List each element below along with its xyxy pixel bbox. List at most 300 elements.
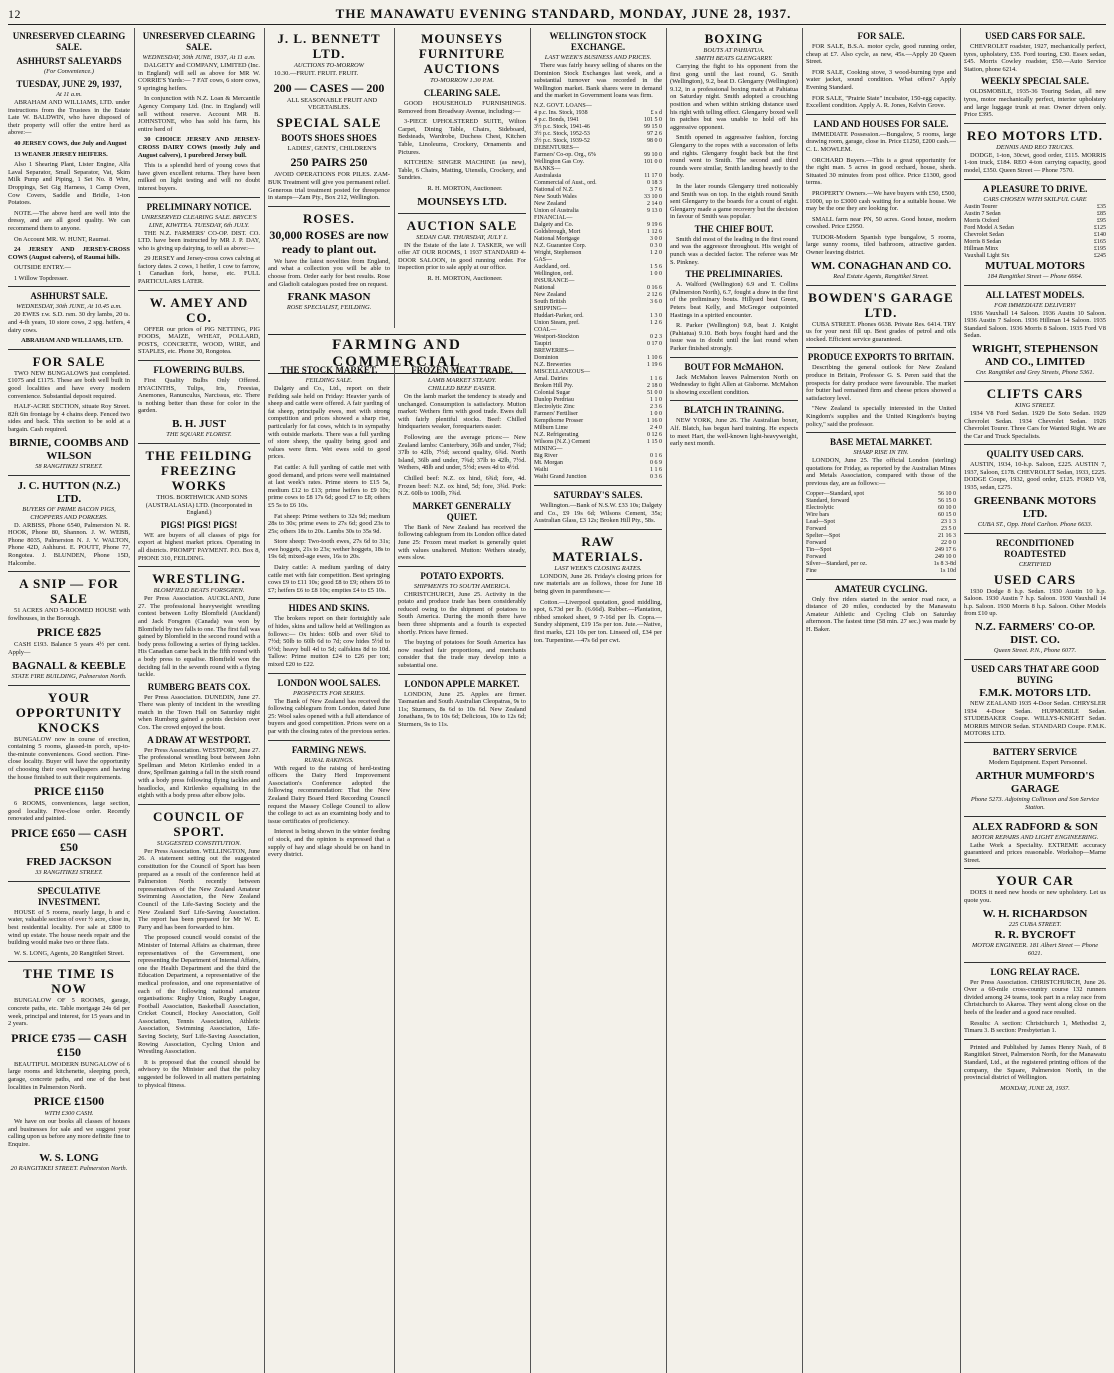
column-3-top — [268, 28, 390, 328]
paragraph: HALF-ACRE SECTION, situate Roy Street. 82ft 6in frontage by 4 chains deep. Fenced two sides and back. This section to be sold at a bargain. Cash required. — [8, 403, 130, 433]
heading: SPECIAL SALE — [276, 114, 382, 130]
heading: LONDON WOOL SALES. — [277, 677, 381, 688]
row-label: Waihi Grand Junction — [534, 473, 587, 480]
share-row — [534, 166, 662, 173]
heading: AUCTION SALE — [406, 217, 518, 233]
row-label: INSURANCE— — [534, 277, 575, 284]
metal-row — [806, 519, 956, 526]
share-row — [534, 110, 662, 117]
column-rule — [394, 362, 395, 1373]
row-value: 101 5 0 — [644, 116, 662, 123]
heading: USED CARS FOR SALE. — [984, 31, 1086, 41]
row-value: 9 13 0 — [647, 207, 662, 214]
row-label: Lead—Spot — [806, 518, 835, 525]
row-value: 1 12 6 — [647, 228, 662, 235]
heading: J. L. BENNETT LTD. — [277, 31, 381, 61]
paragraph: 24 JERSEY AND JERSEY-CROSS COWS (August calvers), of Raumai hills. — [8, 246, 130, 261]
row-value: 249 10 0 — [935, 553, 956, 560]
paragraph: 1934 V8 Ford Sedan. 1929 De Soto Sedan. 1929 Chevrolet Sedan. 1934 Chevrolet Sedan. 1926 Chevrolet Tourer. Three Cars for Wanted Right. We are the Car and Truck Specialists. — [964, 409, 1106, 440]
paragraph: TUDOR-Modern Spanish type bungalow, 5 rooms, large sunny rooms, tiled bathroom, attractive garden. Owner leaving district. — [806, 233, 956, 257]
page-number: 12 — [8, 7, 21, 21]
share-row — [534, 341, 662, 348]
paragraph: A. Walford (Wellington) 6.9 and T. Collins (Palmerston North), 6.7, fought a draw in the first of the preliminary bouts. Hillyard beat Green, Peters beat Kelly, and McGregor outpointed Hastings in a spirited encounter. — [670, 281, 798, 319]
heading: TUESDAY, JUNE 29, 1937, — [16, 79, 122, 89]
row-value: 0 16 6 — [647, 284, 662, 291]
paragraph: ALL SEASONABLE FRUIT AND VEGETABLES. — [286, 96, 378, 112]
paragraph: OFFER our prices of PIG NETTING, PIG FOODS, MAIZE, WHEAT, POLLARD, POSTS, CONCRETE, WOOD, WIRE, and STAPLES, etc. Phone 30, Rongotea. — [138, 325, 260, 356]
row-value: 249 17 6 — [935, 546, 956, 553]
subheading: LAST WEEK'S CLOSING RATES. — [554, 564, 642, 572]
big-figure: 200 — CASES — 200 — [273, 80, 385, 95]
share-price-table — [534, 103, 662, 481]
row-label: Dominion — [534, 354, 559, 361]
row-value: 0 1 6 — [650, 452, 662, 459]
heading: RAW MATERIALS. — [552, 533, 644, 564]
row-value: 2 3 6 — [650, 403, 662, 410]
row-value: 1 1 6 — [650, 375, 662, 382]
subheading: LAMB MARKET STEADY. — [427, 377, 497, 384]
paragraph: OLDSMOBILE, 1935-36 Touring Sedan, all new tyres, motor mechanically perfect, interior upholstery and large luggage trunk at rear. Owner driven only. Price £395. — [964, 88, 1106, 119]
share-row — [534, 208, 662, 215]
subheading: DENNIS AND REO TRUCKS. — [996, 143, 1074, 151]
divider — [534, 485, 662, 486]
paragraph: ORCHARD Buyers.—This is a great opportunity for the right man. 5 acres in good orchard, house, sheds. Situated 30 minutes from post office. Price £1300, good terms. — [806, 156, 956, 187]
metal-row — [806, 526, 956, 533]
row-value: 3 6 0 — [650, 298, 662, 305]
column-rule — [802, 28, 803, 1373]
row-label: New South Wales — [534, 193, 577, 200]
share-row — [534, 411, 662, 418]
share-row — [534, 376, 662, 383]
paragraph: CASH £193. Balance 5 years 4½ per cent. Apply— — [8, 641, 130, 656]
subheading: FEILDING SALE. — [305, 377, 353, 384]
paragraph: With regard to the raising of herd-testing officers the Dairy Herd Improvement Association's Conference adopted the following recommendation: That the New Zealand Dairy Board Herd Recording Council request the Massey College Council to allow the college to act as an examining body and to issue certificates of proficiency. — [268, 764, 390, 825]
metal-row — [806, 554, 956, 561]
divider — [964, 962, 1106, 963]
price: PRICE £1500 — [33, 1094, 105, 1109]
car-row — [964, 204, 1106, 211]
row-label: COAL— — [534, 326, 557, 333]
share-row — [534, 222, 662, 229]
paragraph: Per Press Association. AUCKLAND, June 27. The professional heavyweight wrestling contest between Lofty Blomfield (Auckland) and Jack Forsgren (Canada) was won by Blomfield by two falls to one. The first fall was gained by Blomfield in the second round with a body press following a series of flying tackles. His Canadian came back in the fifth round with a body press to equalise. Blomfield won the deciding fall in the seventh round with a flying tackle. — [138, 595, 260, 679]
masthead — [8, 6, 1106, 25]
divider — [806, 285, 956, 286]
row-label: Vauxhall Light Six — [964, 252, 1010, 259]
big-figure: 250 PAIRS 250 — [290, 155, 368, 170]
advertiser-address: MOTOR ENGINEER. 181 Albert Street — Phone 6021. — [971, 941, 1099, 957]
column-rule — [530, 28, 531, 1373]
paragraph: CHRISTCHURCH, June 25. Activity in the potato and produce trade has been considerably reduced owing to the shipment of potatoes to South America. During the month there have been three shipments and a fourth is expected shortly. Prices have firmed. — [398, 590, 526, 636]
row-label: Wellington, ord. — [534, 270, 574, 277]
heading: THE FEILDING FREEZING WORKS — [145, 448, 253, 493]
divider — [534, 529, 662, 530]
share-row — [534, 397, 662, 404]
subheading: PROSPECTS FOR SERIES. — [293, 689, 365, 697]
price: PRICE £1150 — [34, 784, 104, 799]
paragraph: BUNGALOW OF 5 ROOMS, garage, concrete paths, etc. Table mortgage 24s 6d per week, principal and interest, for 15 years and in 2 years. — [8, 997, 130, 1028]
divider — [964, 123, 1106, 124]
row-value: 2 12 6 — [647, 291, 662, 298]
advertiser-name: ALEX RADFORD & SON — [972, 820, 1098, 833]
row-value: 0 17 0 — [647, 340, 662, 347]
paragraph: LONDON, June 25. The official London (sterling) quotations for Friday, as reported by the Australian Mines and Metals Association, compared with those of the previous day, are as follows:— — [806, 457, 956, 487]
heading: USED CARS — [993, 571, 1077, 587]
paragraph: The buying of potatoes for South America has now reached fair proportions, and merchants consider that the trade may develop into a substantial one. — [398, 639, 526, 670]
car-row — [964, 225, 1106, 232]
heading: ROSES. — [303, 210, 355, 226]
row-label: Union of Australia — [534, 207, 579, 214]
heading: FOR SALE. — [857, 31, 905, 41]
row-value: 101 0 0 — [644, 158, 662, 165]
column-4-top — [398, 28, 526, 328]
paragraph: ABRAHAM AND WILLIAMS, LTD. under instructions from the Trustees in the Estate Late W. BALDWIN, who have disposed of their property will offer the entire herd as above:— — [8, 99, 130, 137]
paragraph: 10.30.—FRUIT. FRUIT. FRUIT. — [274, 70, 359, 77]
metal-row — [806, 547, 956, 554]
advertiser-address: ROSE SPECIALIST, FEILDING. — [286, 304, 372, 312]
row-label: Chevrolet Sedan — [964, 231, 1004, 238]
paragraph: In the later rounds Glengarry tired noticeably and Smith was on top. In the eighth round Smith sent Glengarry to the boards for a count of eight. Glengarry made a game recovery but the decision in favour of Smith was popular. — [670, 182, 798, 221]
heading: THE PRELIMINARIES. — [685, 269, 783, 280]
share-row — [534, 404, 662, 411]
share-row — [534, 124, 662, 131]
heading: W. AMEY AND CO. — [149, 294, 249, 325]
heading: BOWDEN'S GARAGE LTD. — [808, 289, 954, 320]
row-value: 3 0 0 — [650, 235, 662, 242]
divider — [138, 360, 260, 361]
row-label: Standard, forward — [806, 497, 850, 504]
advertiser-address: Queen Street. P.N., Phone 6077. — [993, 647, 1077, 655]
row-label: BREWERIES— — [534, 347, 574, 354]
share-row — [534, 271, 662, 278]
row-label: Tin—Spot — [806, 546, 832, 553]
advertiser-name: W. S. LONG — [39, 1151, 99, 1164]
paragraph: PROPERTY Owners.—We have buyers with £50, £500, £1000, up to £3000 cash waiting for a suitable house. We may be the one they are looking for. — [806, 189, 956, 213]
share-row — [534, 243, 662, 250]
paragraph: DODGE, 1-ton, 30cwt, good order, £115. MORRIS 1-ton truck, £184. REO 4-ton carrying capacity, good model, £350. Queen Street — Phone 7570. — [964, 151, 1106, 174]
advertiser-address: 33 RANGITIKEI STREET. — [35, 868, 103, 876]
imprint-date: MONDAY, JUNE 28, 1937. — [1000, 1084, 1070, 1092]
row-label: Waihi — [534, 466, 549, 473]
share-row — [534, 145, 662, 152]
subheading: KING STREET. — [1014, 401, 1055, 409]
heading: ASHHURST SALEYARDS — [16, 56, 122, 66]
subheading: SUGGESTED CONSTITUTION. — [156, 839, 242, 847]
paragraph: BEAUTIFUL MODERN BUNGALOW of 6 large rooms and kitchenette, sleeping porch, garage, concrete paths, and one of the best localities in Palmerston North. — [8, 1060, 130, 1091]
share-row — [534, 383, 662, 390]
row-value: 56 10 0 — [938, 490, 956, 497]
paragraph: Fat cattle: A full yarding of cattle met with good demand, and prices were well maintained at last week's rates. Prime steers to £15 5s, medium £12 to £13; prime heifers to £9 10s; prime cows to £8 17s 6d; good £7 to £8; others £5 5s to £6 10s. — [268, 463, 390, 509]
heading: RUMBERG BEATS COX. — [147, 681, 251, 692]
subheading: CARS CHOSEN WITH SKILFUL CARE — [983, 195, 1087, 203]
advertiser-name: FRANK MASON — [287, 291, 371, 304]
row-value: 1s 8 3-8d — [933, 560, 956, 567]
row-label: Hillman Minx — [964, 245, 999, 252]
car-row — [964, 218, 1106, 225]
paragraph: Describing the general outlook for New Zealand produce in Britain, Professor G. S. Peren said that the prospects for dairy produce were favourable. The market for butter had remained firm and cheese prices showed a satisfactory level. — [806, 364, 956, 402]
divider — [138, 443, 260, 444]
advertiser-name: BIRNIE, COOMBS AND WILSON — [9, 436, 129, 462]
paragraph: Dairy cattle: A medium yarding of dairy cattle met with fair competition. Best springing cows £9 to £11 10s; good £8 to £9; others £6 to £7; heifers £6 to £8 10s; empties £4 to £5 10s. — [268, 564, 390, 594]
paragraph: OUTSIDE ENTRY.— — [14, 264, 72, 272]
advertiser-address: THE SQUARE FLORIST. — [166, 431, 232, 438]
row-value: 1 5 6 — [650, 263, 662, 270]
share-row — [534, 117, 662, 124]
subheading: At 11 a.m. — [56, 91, 82, 98]
share-row — [534, 264, 662, 271]
heading: RECONDITIONED ROADTESTED — [995, 537, 1074, 559]
row-value: 1 15 0 — [647, 438, 662, 445]
share-row — [534, 201, 662, 208]
paragraph: D. ARBISS, Phone 6540, Palmerston N. R. HOOK, Phone 80, Shannon. J. W. WEBB, Phone 8035, Palmerston N. J. V. WALTON, Phone 42D, Ashhurst. E. POUTT, Phone 77, Rongotea. J. BLUNDEN, Phone 15D, Halcombe. — [8, 521, 130, 567]
row-value: £245 — [1094, 252, 1106, 259]
heading: BOXING — [704, 31, 764, 46]
subheading: RURAL RAKINGS. — [304, 756, 354, 764]
row-label: Broken Hill Pty. — [534, 382, 574, 389]
divider — [964, 533, 1106, 534]
row-label: Kempthorne Prosser — [534, 417, 584, 424]
paragraph: R. H. MORTON, Auctioneer. — [427, 274, 503, 282]
paragraph: NOTE.—The above herd are well into the dressy, and are all good quality. We can recommend them to anyone. — [8, 209, 130, 232]
row-label: 4 p.c. Bonds, 1941 — [534, 116, 579, 123]
row-value: £165 — [1094, 238, 1106, 245]
metal-row — [806, 540, 956, 547]
divider — [268, 673, 390, 674]
row-label: Big River — [534, 452, 558, 459]
row-value — [633, 348, 662, 355]
row-label: Union Steam, pref. — [534, 319, 580, 326]
row-value — [633, 369, 662, 376]
divider — [8, 349, 130, 350]
share-row — [534, 173, 662, 180]
row-label: Mt. Morgan — [534, 459, 563, 466]
paragraph: Wellington.—Bank of N.S.W. £33 10s; Dalgety and Co., £9 19s 6d; Wilsons Cement, 35s; Australian Glass, £3 12s; Broken Hill Pty., 58s. — [534, 501, 662, 525]
row-value: £125 — [1094, 224, 1106, 231]
row-label: Wellington Gas Coy. — [534, 158, 584, 165]
paragraph: Jack McMahon leaves Palmerston North on Wednesday to fight Allen at Gisborne. McMahon is showing excellent condition. — [670, 373, 798, 396]
advertiser-address: 58 RANGITIKEI STREET. — [35, 462, 103, 470]
divider — [806, 114, 956, 115]
column-7 — [806, 28, 956, 1373]
subheading: UNRESERVED CLEARING SALE. BRYCE'S LINE, KIWITEA. TUESDAY, 6th JULY. — [141, 213, 257, 229]
row-value: 1s 10d — [940, 567, 956, 574]
subheading: CERTIFIED — [1018, 560, 1052, 568]
paragraph: Lathe Work a Speciality. EXTREME accuracy guaranteed and prices reasonable. Workshop—Marne Street. — [964, 841, 1106, 864]
share-row — [534, 152, 662, 159]
divider — [268, 740, 390, 741]
divider — [8, 961, 130, 962]
row-value: 1 3 0 — [650, 312, 662, 319]
row-value: 1 0 0 — [650, 270, 662, 277]
divider — [138, 197, 260, 198]
paragraph: BUNGALOW now in course of erection, containing 5 rooms, glassed-in porch, up-to-the-minute conveniences. Good section. Fine-close locality. Buyer will have the opportunity of choosing their own wallpapers and having the house finished to suit their requirements. — [8, 735, 130, 781]
heading: UNRESERVED CLEARING SALE. — [142, 31, 256, 52]
divider — [398, 213, 526, 214]
row-value: 98 0 0 — [647, 137, 662, 144]
row-value: 0 18 3 — [647, 179, 662, 186]
row-value: 0 6 9 — [650, 459, 662, 466]
column-5 — [534, 28, 662, 1373]
metal-row — [806, 498, 956, 505]
column-rule — [264, 28, 265, 1373]
row-label: Milburn Lime — [534, 424, 568, 431]
share-row — [534, 138, 662, 145]
paragraph: Smith opened in aggressive fashion, forcing Glengarry to the ropes with a succession of lefts and rights. Glengarry fought back but the first round went to Smith. The second and third rounds were similar, Smith landing heavily to the body. — [670, 134, 798, 180]
paragraph: WE are buyers of all classes of pigs for export at highest market prices. Operating in all districts. PROMPT PAYMENT. P.O. Box 8, PHONE 310, FEILDING. — [138, 531, 260, 562]
heading: REO MOTORS LTD. — [966, 127, 1103, 143]
heading: BATTERY SERVICE — [992, 747, 1078, 757]
row-label: Forward — [806, 539, 827, 546]
share-row — [534, 369, 662, 376]
row-label: New Zealand — [534, 200, 567, 207]
heading: MOUNSEYS FURNITURE AUCTIONS — [418, 31, 506, 76]
subheading: BOUTS AT PAHIATUA. — [703, 47, 765, 54]
row-label: Morris 8 Sedan — [964, 238, 1001, 245]
advertiser-name: W. H. RICHARDSON — [982, 907, 1088, 920]
paragraph: 20 EWES r.w. S.D. rsm. 30 dry lambs, 20 ts. and 4-th years, 10 store cows, 2 spg. heifers, 4 dairy cows. — [8, 311, 130, 334]
divider — [268, 206, 390, 207]
heading: FLOWERING BULBS. — [153, 365, 245, 376]
share-row — [534, 453, 662, 460]
divider — [806, 579, 956, 580]
row-value: 1 10 6 — [647, 354, 662, 361]
columns — [8, 28, 1106, 1373]
row-label: Wright, Stephenson — [534, 249, 582, 256]
advertiser-name: MOUNSEYS LTD. — [417, 195, 507, 208]
paragraph: First Quality Bulbs Only Offered. HYACINTHS, Tulips, Iris, Freesias, Anemones, Ranunculus, Narcissus, etc. There is nothing better than these for color in the garden. — [138, 377, 260, 415]
advertiser-address: Phone 5273. Adjoining Collinson and Son Service Station. — [970, 795, 1100, 811]
paragraph: Following are the average prices:— New Zealand lambs: Canterbury, 36lb and under, 7¾d; 37lb to 42lb, 7½d; second quality, 6¾d. North Island, 36lb and under, 7¾d; 37lb to 42lb, 7½d. Wethers, 48lb and under, 5½d; ewes 4d to 4½d. — [398, 433, 526, 472]
heading: WEEKLY SPECIAL SALE. — [980, 76, 1090, 87]
row-label: N.Z. Guarantee Corp. — [534, 242, 587, 249]
row-value: £195 — [1094, 245, 1106, 252]
paragraph: HOUSE of 5 rooms, nearly large, h and c water, valuable section of over ½ acre, close in, best residential locality. For sale at £800 to wind up estate. The house needs repair and the building would make two or three flats. — [8, 908, 130, 947]
paragraph: R. Parker (Wellington) 9.8, beat J. Knight (Pahiatua) 9.10. Both boys fought hard and the issue was in doubt until the last round when Parker finished strongly. — [670, 322, 798, 352]
row-label: Australasia — [534, 172, 561, 179]
share-row — [534, 299, 662, 306]
row-value: 1 1 6 — [650, 466, 662, 473]
heading: QUALITY USED CARS. — [986, 449, 1084, 460]
paragraph: Per Press Association. CHRISTCHURCH, June 26. Over a 60-mile cross-country course 132 runners divided among 24 teams, took part in a relay race from Christchurch to Akaroa. They went along close on the heels of the leader and a good race resulted. — [964, 978, 1106, 1016]
paragraph: The proposed council would consist of the Minister of Internal Affairs as chairman, three representatives of the Government, one representing the Department of Internal Affairs, one the Health Department and the third the Education Department, a representative of the medical profession, and one representative of each of the following national amateur organisations: Rugby Union, Rugby League, Football Association, Basketball Association, Cricket Council, Hockey Association, Golf Association, Tennis Association, Athletic Association, Swimming Association, Life-Saving Society, Surf Life-Saving Association, Rowing Association, Cycling Union and Wrestling Association. — [138, 934, 260, 1056]
heading: PRELIMINARY NOTICE. — [146, 201, 252, 212]
metal-row — [806, 568, 956, 575]
row-label: Amal. Dairies — [534, 375, 568, 382]
row-value — [633, 215, 662, 222]
divider — [138, 290, 260, 291]
row-label: Goldsbrough, Mort — [534, 228, 581, 235]
divider — [806, 432, 956, 433]
heading: SATURDAY'S SALES. — [553, 489, 643, 500]
paragraph: FOR SALE, Cooking stove, 3 wood-burning type and water jacket, sound condition. What offers? Apply Evening Standard. — [806, 68, 956, 91]
row-label: Austin Tourer — [964, 203, 998, 210]
paragraph: There was fairly heavy selling of shares on the Dominion Stock Exchanges last week, and a substantial turnover was recorded in the Wellington market. Bank shares were in demand and the market in Government loans was firm. — [534, 62, 662, 100]
paragraph: On Account MR. W. HUNT, Raumai. — [14, 235, 110, 243]
row-label: Auckland, ord. — [534, 263, 570, 270]
heading: A DRAW AT WESTPORT. — [147, 734, 251, 745]
row-value — [633, 278, 662, 285]
row-label: SHIPPING— — [534, 305, 568, 312]
heading: ASHHURST SALE. — [30, 291, 108, 302]
paragraph: On the lamb market the tendency is steady and unchanged. Consumption is satisfactory. Mutton market: Wethers firm with good trade. Ewes dull with fairly plentiful stocks. Beef: Chilled hindquarters weaker, forequarters easier. — [398, 393, 526, 431]
paragraph: Only five riders started in the senior road race, a distance of 20 miles, conducted by the Manawatu Amateur Athletic and Cycling Club on Saturday afternoon. The fastest time (58 min. 27 sec.) was made by H. Baker. — [806, 595, 956, 633]
share-row — [534, 362, 662, 369]
row-label: MINING— — [534, 445, 563, 452]
row-label: Taupiri — [534, 340, 552, 347]
row-label: Morris Oxford — [964, 217, 1000, 224]
share-row — [534, 131, 662, 138]
row-value: 3 7 6 — [650, 186, 662, 193]
heading: POTATO EXPORTS. — [420, 570, 504, 581]
row-value: £140 — [1094, 231, 1106, 238]
heading: WRESTLING. — [152, 571, 246, 587]
share-row — [534, 460, 662, 467]
paragraph: Dalgety and Co., Ltd., report on their Feilding sale held on Friday: Heavier yards of sheep and cattle were offered. A fair yarding of fat sheep, principally ewes, met with strong competition and prices showed a sharp rise, particularly for fat cows, which is in sympathy with outside markets. There was a full yarding of store sheep, the quality being good and values were firm. Wet ewes sold to good prices. — [268, 385, 390, 461]
row-value: 0 12 6 — [647, 431, 662, 438]
metal-row — [806, 512, 956, 519]
paragraph: Chilled beef: N.Z. ox hind, 6¾d; fore, 4d. Frozen beef: N.Z. ox hind, 5d; fore, 3¾d. Pork: N.Z. 60lb to 100lb, 7¾d. — [398, 474, 526, 498]
row-label: Spelter—Spot — [806, 532, 840, 539]
heading: USED CARS THAT ARE GOOD BUYING — [970, 664, 1100, 686]
column-rule — [394, 28, 395, 328]
divider — [138, 566, 260, 567]
advertiser-address: STATE FIRE BUILDING, Palmerston North. — [11, 672, 127, 680]
row-label: Forward — [806, 553, 827, 560]
share-row — [534, 418, 662, 425]
row-value: 1 2 6 — [650, 319, 662, 326]
advertiser-address: Real Estate Agents, Rangitikei Street. — [833, 272, 929, 280]
advertiser-name: WRIGHT, STEPHENSON AND CO., LIMITED — [971, 342, 1099, 368]
metal-row — [806, 533, 956, 540]
row-label: National — [534, 284, 555, 291]
row-value: 1 16 0 — [647, 417, 662, 424]
subheading: BLOMFIELD BEATS FORSGREN. — [153, 587, 245, 595]
heading: LAND AND HOUSES FOR SALE. — [813, 118, 949, 129]
paragraph: The Bank of New Zealand has received the following cablegram from London, dated June 25: Wool sales opened with a full attendance of buyers and good competition. Prices were on a par with the closing rates of the previous series. — [268, 697, 390, 735]
share-row — [534, 467, 662, 474]
price: PRICE £650 — CASH £50 — [11, 825, 127, 854]
paragraph: W. S. LONG, Agents, 20 Rangitikei Street. — [14, 949, 124, 957]
row-label: Farmers' Fertiliser — [534, 410, 578, 417]
advertiser-name: ARTHUR MUMFORD'S GARAGE — [975, 769, 1095, 795]
big-figure: 30,000 ROSES are now ready to plant out. — [269, 227, 389, 256]
advertiser-name: MUTUAL MOTORS — [985, 259, 1085, 272]
divider — [964, 285, 1106, 286]
subheading: CHILLED BEEF EASIER. — [428, 385, 496, 392]
row-value: 2 4 0 — [650, 424, 662, 431]
heading: FARMING NEWS. — [291, 744, 367, 755]
heading: UNRESERVED CLEARING SALE. — [12, 31, 126, 52]
row-label: Wilsons (N.Z.) Cement — [534, 438, 591, 445]
advertiser-name: GREENBANK MOTORS LTD. — [973, 494, 1097, 520]
row-value: 21 16 3 — [938, 532, 956, 539]
paragraph: ABRAHAM AND WILLIAMS, LTD. — [21, 337, 123, 345]
paragraph: THE N.Z. FARMERS' CO-OP. DIST. CO. LTD. have been instructed by MR J. P. DAY, who is giving up dairying, to sell as above:— — [138, 229, 260, 252]
row-label: New Zealand — [534, 291, 567, 298]
heading: CLIFTS CARS — [986, 385, 1084, 401]
price: PRICE £735 — CASH £150 — [11, 1030, 127, 1059]
paragraph: 1936 Vauxhall 14 Saloon. 1936 Austin 10 Saloon. 1936 Austin 7 Saloon. 1936 Hillman 14 Saloon. 1935 Standard Saloon. 1936 Morris 8 Saloon. 1935 Ford V8 Sedan. — [964, 309, 1106, 340]
divider — [398, 674, 526, 675]
imprint: Printed and Published by James Henry Nash, of 8 Rangitikei Street, Palmerston North, for the Manawatu Standard, Ltd., at the registered printing offices of the company, the Square, Palmerston North, in the provincial district of Wellington. — [964, 1043, 1106, 1082]
subheading: AUCTIONS TO-MORROW — [293, 62, 364, 69]
row-label: National Mortgage — [534, 235, 580, 242]
share-row — [534, 306, 662, 313]
row-value: £ s d — [650, 109, 662, 116]
advertiser-name: WM. CONAGHAN AND CO. — [810, 259, 952, 272]
row-value: 1 19 6 — [647, 361, 662, 368]
heading: PRODUCE EXPORTS TO BRITAIN. — [807, 352, 955, 363]
row-label: Electrolytic — [806, 504, 834, 511]
